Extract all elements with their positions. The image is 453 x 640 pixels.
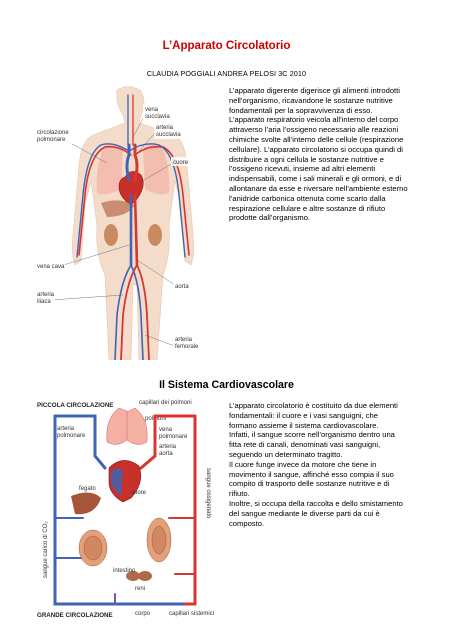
cardiovascular-text-1: L’apparato circolatorio è costituito da due elementi fondamentali: il cuore e i vasi sanguigni, che formano assieme il sistema cardiovascolare. xyxy=(229,401,398,430)
cardiovascular-paragraph xyxy=(229,401,407,528)
page-title: L’Apparato Circolatorio xyxy=(162,40,291,52)
label-aorta: aorta xyxy=(175,284,189,290)
kidney-right xyxy=(148,224,162,246)
label-polmoni: polmoni xyxy=(145,416,167,422)
label-vena-polmonare-1: vena xyxy=(159,427,173,433)
label-arteria-iliaca-2: iliaca xyxy=(37,299,51,305)
label-cuore: cuore xyxy=(173,160,189,166)
section-title: Il Sistema Cardiovascolare xyxy=(159,379,294,391)
cardiovascular-text-3: Il cuore funge invece da motore che tiene in movimento il sangue, affinché esso compia il suo compito di trasporto delle sostanze nutritive e di rifiuto. xyxy=(229,459,394,499)
label-grande-circolazione: GRANDE CIRCOLAZIONE xyxy=(37,612,113,619)
label-corpo: corpo xyxy=(135,611,151,617)
authors-line: CLAUDIA POGGIALI ANDREA PELOSI 3C 2010 xyxy=(146,69,307,78)
label-arteria-femorale-1: arteria xyxy=(175,337,193,343)
label-reni: reni xyxy=(135,586,146,592)
label-arteria-polmonare-1: arteria xyxy=(57,426,75,432)
label-arteria-aorta-1: arteria xyxy=(159,444,177,450)
label-vena-succlavia-2: succlavia xyxy=(145,114,170,120)
label-vena-cava: vena cava xyxy=(37,264,65,270)
cardiovascular-text-4: Inoltre, si occupa della raccolta e dello smistamento del sangue mediante le diverse parti da cui è composto. xyxy=(229,498,403,528)
label-capillari-polmoni: capillari dei polmoni xyxy=(139,400,192,406)
label-fegato: fegato xyxy=(79,486,96,492)
label-intestino: intestino xyxy=(113,568,136,574)
circulation-diagram xyxy=(35,398,221,620)
label-arteria-aorta-2: aorta xyxy=(159,451,173,457)
label-cuore: cuore xyxy=(131,490,147,496)
label-arteria-succlavia-2: succlavia xyxy=(156,132,181,138)
label-vena-succlavia-1: vena xyxy=(145,107,159,113)
label-sangue-co2: sangue carico di CO₂ xyxy=(43,521,49,578)
label-sangue-ossigenato: sangue ossigenato xyxy=(205,468,211,519)
label-arteria-polmonare-2: polmonare xyxy=(57,433,86,439)
label-arteria-iliaca-1: arteria xyxy=(37,292,55,298)
label-arteria-succlavia-1: arteria xyxy=(156,125,174,131)
label-vena-polmonare-2: polmonare xyxy=(159,434,188,440)
label-piccola-circolazione: PICCOLA CIRCOLAZIONE xyxy=(37,402,114,409)
label-arteria-femorale-2: femorale xyxy=(175,344,199,350)
kidney-left xyxy=(104,224,118,246)
circulatory-system-illustration xyxy=(35,85,223,360)
intro-paragraph: L’apparato digerente digerisce gli alimenti introdotti nell’organismo, ricavandone le sostanze nutritive fondamentali per la sopravvivenza di esso. L’apparato respiratorio veicola all’interno del corpo attraverso l’aria l’ossigeno necessario alle reazioni chimiche svolte all’interno delle cellule (respirazione cellulare). L’apparato circolatorio si occupa quindi di distribuire a ogni cellula le sostanze nutritive e l’ossigeno ricevuti, insieme ad altri elementi indispensabili, come i sali minerali e gli ormoni, e di allontanare da esse e riversare nell’ambiente esterno l’anidride carbonica ottenuta come scarto dalla respirazione cellulare e altre sostanze di rifiuto prodotte dall’organismo. xyxy=(229,86,408,223)
cardiovascular-text-2: Infatti, il sangue scorre nell’organismo dentro una fitta rete di canali, denominati vasi sanguigni, seguendo un determinato tragitto. xyxy=(229,430,395,459)
label-capillari-sistemici: capillari sistemici xyxy=(169,611,215,617)
label-circolazione-polmonare-1: circolazione xyxy=(37,130,69,136)
label-circolazione-polmonare-2: polmonare xyxy=(37,137,66,143)
